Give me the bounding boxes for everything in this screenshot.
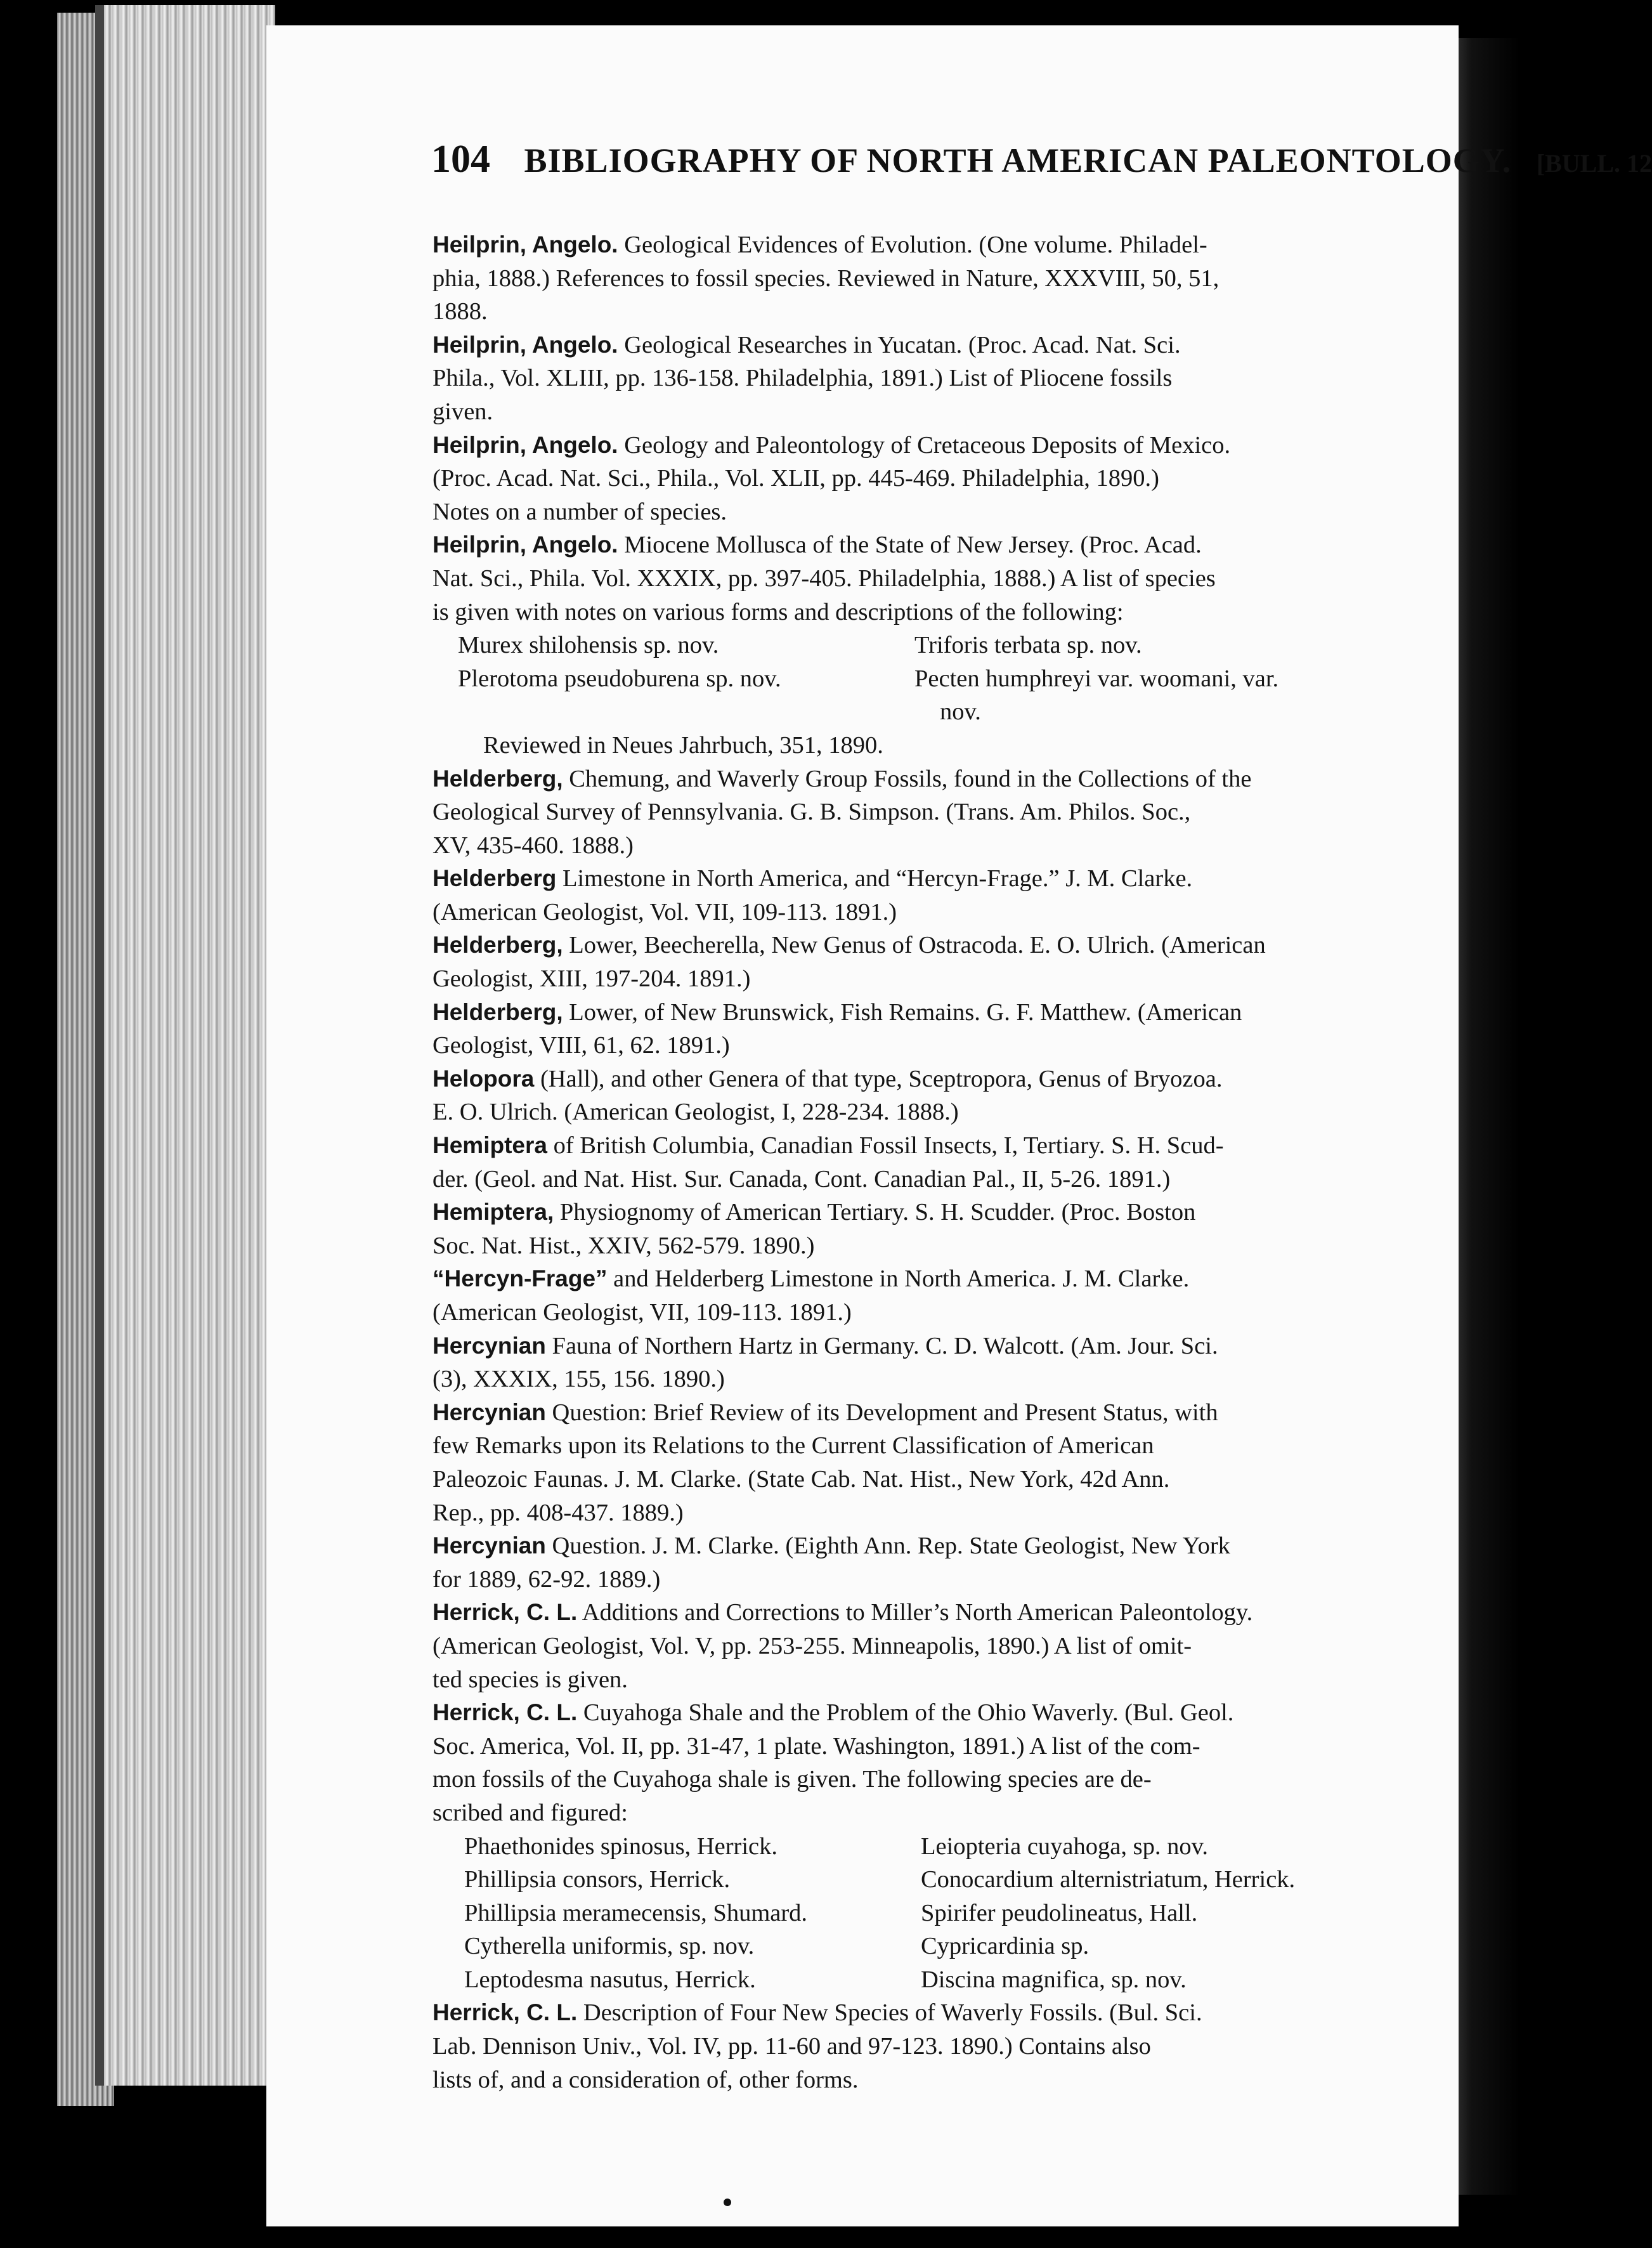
entry-heading: Hemiptera <box>433 1132 547 1159</box>
species-name: Cypricardinia sp. <box>921 1933 1089 1960</box>
entry-line: (Hall), and other Genera of that type, Sceptropora, Genus of Bryozoa. <box>540 1065 1223 1092</box>
bib-entry <box>433 762 1511 863</box>
bib-entry <box>433 1529 1511 1596</box>
entry-line: and Helderberg Limestone in North America. J. M. Clarke. <box>613 1265 1190 1293</box>
entry-line: Rep., pp. 408-437. 1889.) <box>433 1499 684 1526</box>
bib-entry <box>433 429 1511 529</box>
entry-line: Fauna of Northern Hartz in Germany. C. D. Walcott. (Am. Jour. Sci. <box>552 1332 1218 1359</box>
entry-heading: Helderberg, <box>433 932 563 958</box>
species-name: Pecten humphreyi var. woomani, var. <box>914 665 1279 692</box>
entry-line: Cuyahoga Shale and the Problem of the Ohio Waverly. (Bul. Geol. <box>583 1699 1234 1727</box>
entry-line: Chemung, and Waverly Group Fossils, found in the Collections of the <box>569 765 1252 792</box>
entry-line: Geology and Paleontology of Cretaceous Deposits of Mexico. <box>624 431 1231 459</box>
entry-heading: Herrick, C. L. <box>433 1599 578 1626</box>
entry-line: Question: Brief Review of its Development and Present Status, with <box>552 1399 1218 1426</box>
species-row <box>464 1830 1511 1864</box>
entry-line: Additions and Corrections to Miller’s North American Paleontology. <box>582 1599 1253 1626</box>
book-page <box>266 25 1652 2226</box>
running-head <box>431 137 1652 182</box>
entry-heading: Heilprin, Angelo. <box>433 331 618 358</box>
entry-line: for 1889, 62-92. 1889.) <box>433 1565 661 1593</box>
entry-line: few Remarks upon its Relations to the Current Classification of American <box>433 1432 1154 1460</box>
entry-heading: “Hercyn-Frage” <box>433 1265 608 1292</box>
entry-line: Geological Researches in Yucatan. (Proc. Acad. Nat. Sci. <box>624 331 1181 358</box>
species-row <box>464 1930 1511 1963</box>
entry-heading: Helderberg <box>433 865 557 892</box>
page-title: BIBLIOGRAPHY OF NORTH AMERICAN PALEONTOLOGY. <box>524 141 1512 180</box>
entry-line: der. (Geol. and Nat. Hist. Sur. Canada, Cont. Canadian Pal., II, 5-26. 1891.) <box>433 1165 1171 1193</box>
entry-line: Soc. Nat. Hist., XXIV, 562-579. 1890.) <box>433 1232 815 1259</box>
species-name: Phaethonides spinosus, Herrick. <box>464 1833 778 1860</box>
entry-heading: Helderberg, <box>433 765 563 792</box>
species-name: Leptodesma nasutus, Herrick. <box>464 1966 756 1993</box>
bib-entry <box>433 996 1511 1062</box>
page-dot-mark <box>724 2199 731 2206</box>
entry-line: Soc. America, Vol. II, pp. 31-47, 1 plate. Washington, 1891.) A list of the com- <box>433 1732 1200 1760</box>
species-name: Plerotoma pseudoburena sp. nov. <box>458 665 781 692</box>
entry-line: Question. J. M. Clarke. (Eighth Ann. Rep. State Geologist, New York <box>552 1532 1230 1560</box>
entry-line: Description of Four New Species of Waverly Fossils. (Bul. Sci. <box>583 1999 1202 2027</box>
bib-entry <box>433 228 1511 329</box>
species-name: Discina magnifica, sp. nov. <box>921 1966 1187 1993</box>
entry-line: Physiognomy of American Tertiary. S. H. Scudder. (Proc. Boston <box>559 1199 1196 1226</box>
entry-heading: Hemiptera, <box>433 1199 554 1225</box>
bib-entry <box>433 1330 1511 1396</box>
species-row <box>464 1863 1511 1897</box>
bib-entry <box>433 929 1511 995</box>
entry-line: Lab. Dennison Univ., Vol. IV, pp. 11-60 and 97-123. 1890.) Contains also <box>433 2033 1151 2060</box>
entry-line: Lower, of New Brunswick, Fish Remains. G. F. Matthew. (American <box>569 998 1242 1026</box>
bib-entry <box>433 862 1511 929</box>
page-stack-edge <box>95 5 275 2086</box>
species-row <box>464 1897 1511 1930</box>
entry-line: Geologist, XIII, 197-204. 1891.) <box>433 965 751 993</box>
bib-entry <box>433 1129 1511 1196</box>
entry-line: Paleozoic Faunas. J. M. Clarke. (State Cab. Nat. Hist., New York, 42d Ann. <box>433 1465 1170 1493</box>
species-row <box>458 662 1511 696</box>
bulletin-ref: [BULL. 12 <box>1536 149 1652 178</box>
entry-heading: Heilprin, Angelo. <box>433 431 618 458</box>
species-name: Conocardium alternistriatum, Herrick. <box>921 1866 1296 1893</box>
entry-line: (Proc. Acad. Nat. Sci., Phila., Vol. XLII, pp. 445-469. Philadelphia, 1890.) <box>433 465 1159 492</box>
species-name: Spirifer peudolineatus, Hall. <box>921 1899 1198 1926</box>
entry-line: ted species is given. <box>433 1666 628 1693</box>
bib-entry <box>433 1262 1511 1329</box>
entry-line: (American Geologist, Vol. VII, 109-113. 1891.) <box>433 898 897 925</box>
entry-line: 1888. <box>433 298 488 325</box>
species-name: Cytherella uniformis, sp. nov. <box>464 1933 755 1960</box>
species-name <box>534 695 991 729</box>
species-name: Leiopteria cuyahoga, sp. nov. <box>921 1833 1208 1860</box>
entry-heading: Herrick, C. L. <box>433 1699 578 1726</box>
entry-heading: Hercynian <box>433 1332 546 1359</box>
species-name: nov. <box>940 698 981 726</box>
entry-heading: Heilprin, Angelo. <box>433 532 618 558</box>
entry-heading: Helopora <box>433 1065 535 1092</box>
entry-line: Miocene Mollusca of the State of New Jersey. (Proc. Acad. <box>624 532 1202 559</box>
entry-line: (3), XXXIX, 155, 156. 1890.) <box>433 1366 725 1393</box>
bib-entry <box>433 1996 1511 2096</box>
entry-line: phia, 1888.) References to fossil species. Reviewed in Nature, XXXVIII, 50, 51, <box>433 265 1219 292</box>
bibliography-body <box>433 228 1511 2096</box>
species-name: Phillipsia consors, Herrick. <box>464 1866 731 1893</box>
entry-line: E. O. Ulrich. (American Geologist, I, 228-234. 1888.) <box>433 1099 959 1126</box>
entry-line: (American Geologist, VII, 109-113. 1891.) <box>433 1299 852 1326</box>
bib-entry <box>433 1696 1511 1996</box>
entry-line: is given with notes on various forms and descriptions of the following: <box>433 598 1124 625</box>
entry-heading: Herrick, C. L. <box>433 1999 578 2026</box>
species-row <box>509 695 1511 729</box>
review-note: Reviewed in Neues Jahrbuch, 351, 1890. <box>483 731 883 759</box>
entry-heading: Helderberg, <box>433 998 563 1025</box>
bib-entry <box>433 329 1511 429</box>
entry-line: Lower, Beecherella, New Genus of Ostracoda. E. O. Ulrich. (American <box>569 932 1266 959</box>
entry-line: Geologist, VIII, 61, 62. 1891.) <box>433 1032 730 1059</box>
bib-entry <box>433 1196 1511 1262</box>
species-row <box>458 629 1511 662</box>
entry-line: Geological Survey of Pennsylvania. G. B. Simpson. (Trans. Am. Philos. Soc., <box>433 799 1191 826</box>
page-number: 104 <box>431 138 490 181</box>
entry-line: XV, 435-460. 1888.) <box>433 832 634 859</box>
species-row <box>464 1963 1511 1997</box>
entry-line: lists of, and a consideration of, other forms. <box>433 2066 859 2093</box>
entry-line: of British Columbia, Canadian Fossil Insects, I, Tertiary. S. H. Scud- <box>553 1132 1224 1160</box>
entry-heading: Hercynian <box>433 1399 546 1425</box>
entry-line: Phila., Vol. XLIII, pp. 136-158. Philadelphia, 1891.) List of Pliocene fossils <box>433 365 1173 392</box>
entry-line: given. <box>433 398 493 425</box>
entry-line: Notes on a number of species. <box>433 498 727 525</box>
entry-line: (American Geologist, Vol. V, pp. 253-255. Minneapolis, 1890.) A list of omit- <box>433 1632 1192 1659</box>
bib-entry <box>433 1396 1511 1529</box>
bib-entry <box>433 528 1511 729</box>
entry-heading: Hercynian <box>433 1532 546 1559</box>
entry-line: Nat. Sci., Phila. Vol. XXXIX, pp. 397-405. Philadelphia, 1888.) A list of species <box>433 565 1216 592</box>
bib-entry <box>433 1596 1511 1696</box>
species-name: Murex shilohensis sp. nov. <box>458 632 719 659</box>
bib-entry <box>433 1062 1511 1129</box>
species-name: Triforis terbata sp. nov. <box>914 632 1142 659</box>
entry-heading: Heilprin, Angelo. <box>433 232 618 258</box>
entry-line: Geological Evidences of Evolution. (One volume. Philadel- <box>624 232 1207 258</box>
species-name: Phillipsia meramecensis, Shumard. <box>464 1899 808 1926</box>
entry-line: mon fossils of the Cuyahoga shale is given. The following species are de- <box>433 1766 1152 1793</box>
entry-line: scribed and figured: <box>433 1799 628 1826</box>
entry-line: Limestone in North America, and “Hercyn-Frage.” J. M. Clarke. <box>562 865 1193 892</box>
